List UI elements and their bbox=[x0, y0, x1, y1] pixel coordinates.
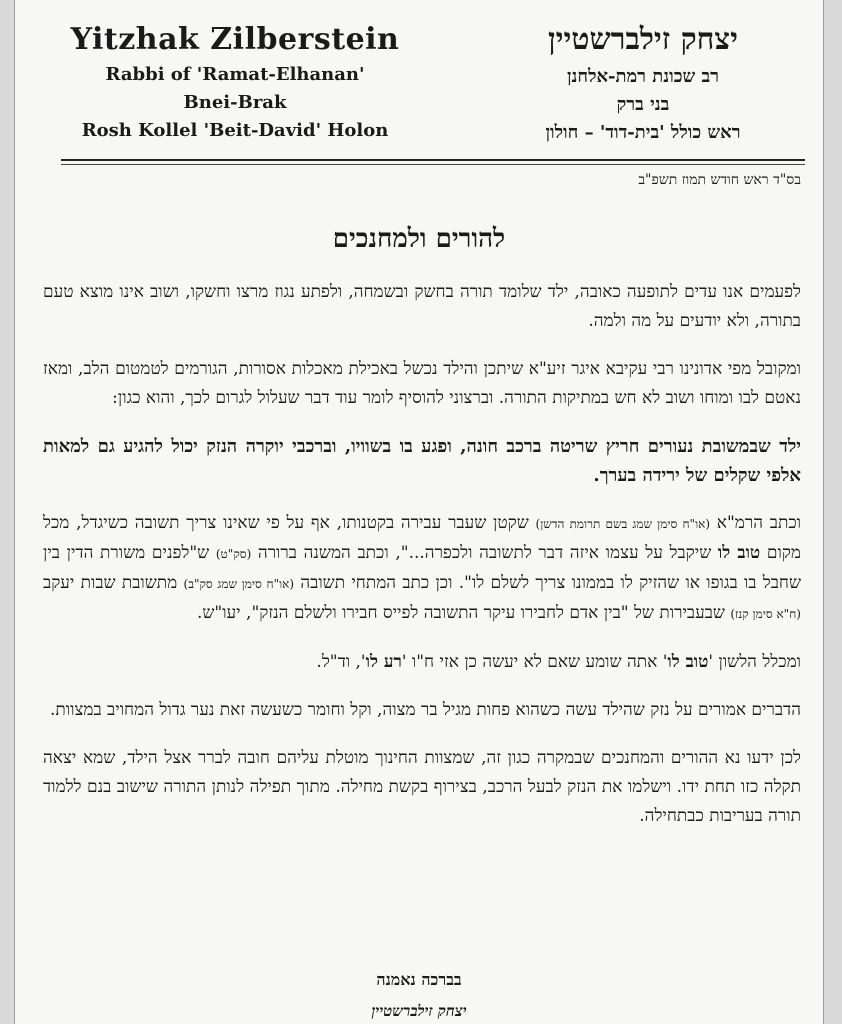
paragraph-3: ילד שבמשובת נעורים חריץ שריטה ברכב חונה, ופגע בו בשוויו, וברכבי יוקרה הנזק יכול להגיע גם למאות אלפי שקלים של ירידה בערך. bbox=[43, 436, 801, 486]
paragraph-4-text-f: שבעבירות של "בין אדם לחבירו עיקר התשובה לפייס חבירו ולשלם הנזק", יעו"ש. bbox=[196, 603, 731, 623]
emphasis-ra-lo: רע לו bbox=[365, 652, 402, 672]
title-line-3-english: Rosh Kollel 'Beit-David' Holon bbox=[81, 120, 389, 141]
paragraph-7: לכן ידעו נא ההורים והמחנכים שבמקרה כגון זה, שמצוות החינוך מוטלת עליהם חובה לברר אצל הילד, שמא יצאה תקלה כזו תחת ידו. וישלמו את הנזק לבעל הרכב, בצירוף בקשת מחילה. מתוך תפילה לנותן התורה שישוב בנם ללמוד תורה בעריבות כבתחילה. bbox=[43, 748, 801, 826]
paragraph-5-text-b: ' אתה שומע שאם לא יעשה כן אזי ח"ו ' bbox=[401, 652, 668, 672]
title-line-1-hebrew: רב שכונת רמת-אלחנן bbox=[566, 66, 720, 87]
closing-line: בברכה נאמנה bbox=[376, 970, 462, 989]
header-divider-thin bbox=[61, 164, 805, 165]
paragraph-1: לפעמים אנו עדים לתופעה כאובה, ילד שלומד תורה בחשק ובשמחה, ולפתע נגוז מרצו וחשקו, ושוב אינו מוצא טעם בתורה, ולא יודעים על מה ולמה. bbox=[43, 282, 801, 331]
header-english bbox=[65, 22, 405, 145]
author-name-english: Yitzhak Zilberstein bbox=[70, 22, 400, 57]
paragraph-5 bbox=[43, 648, 801, 677]
header-divider bbox=[61, 159, 805, 161]
paragraph-5-text-c: ', וד"ל. bbox=[316, 652, 366, 672]
paragraph-4 bbox=[43, 509, 801, 629]
paragraph-6: הדברים אמורים על נזק שהילד עשה כשהוא פחות מגיל בר מצוה, וקל וחומר כשעשה זאת נער גדול המחויב במצוות. bbox=[50, 700, 801, 720]
citation-2: (סק"ט) bbox=[215, 547, 252, 561]
letter-date: בס"ד ראש חודש תמוז תשפ"ב bbox=[638, 172, 801, 188]
paragraph-4-text-a: וכתב הרמ"א bbox=[710, 513, 801, 533]
header-hebrew bbox=[493, 22, 793, 147]
paragraph-4-text-b: שקטן שעבר עבירה בקטנותו, אף על פי שאינו צריך תשובה כשיגדל, מכל מקום bbox=[43, 513, 801, 563]
paragraph-2: ומקובל מפי אדונינו רבי עקיבא איגר זיע"א שיתכן והילד נכשל באכילת מאכלות אסורות, הגורמים לטמטום הלב, ומאז נאטם לבו ומוחו ושוב לא חש במתיקות התורה. וברצוני להוסיף לומר עוד דבר שעלול לגרום לכך, והוא כגון: bbox=[43, 359, 801, 408]
title-line-3-hebrew: ראש כולל 'בית-דוד' – חולון bbox=[545, 122, 741, 143]
emphasis-tov-lo: טוב לו bbox=[717, 543, 761, 563]
title-line-1-english: Rabbi of 'Ramat-Elhanan' bbox=[105, 64, 365, 85]
citation-1: (או"ח סימן שמג בשם תרומת הדשן) bbox=[535, 517, 711, 531]
paragraph-4-text-e: מתשובת שבות יעקב bbox=[43, 573, 184, 593]
paragraph-4-text-d: ש"לפנים משורת הדין בין שחבל בו בגופו או שהזיק לו בממונו צריך לשלם לו". וכן כתב המתחי תשובה bbox=[43, 543, 802, 593]
paragraph-5-text-a: ומכלל הלשון ' bbox=[708, 652, 801, 672]
letter-title: להורים ולמחנכים bbox=[332, 224, 506, 254]
title-line-2-english: Bnei-Brak bbox=[183, 92, 287, 113]
emphasis-tov-lo-2: טוב לו bbox=[667, 652, 709, 672]
title-line-2-hebrew: בני ברק bbox=[616, 94, 670, 115]
author-name-hebrew: יצחק זילברשטיין bbox=[547, 22, 739, 57]
citation-3: (או"ח סימן שמג סק"ב) bbox=[183, 577, 295, 591]
letter-body bbox=[43, 278, 801, 850]
citation-4: (ח"א סימן קנז) bbox=[730, 607, 801, 621]
signature-name: יצחק זילברשטיין bbox=[371, 1002, 467, 1020]
letter-page bbox=[14, 0, 824, 1024]
signature-block bbox=[15, 970, 823, 1021]
paragraph-4-text-c: שיקבל על עצמו איזה דבר לתשובה ולכפרה...", וכתב המשנה ברורה bbox=[251, 543, 718, 563]
